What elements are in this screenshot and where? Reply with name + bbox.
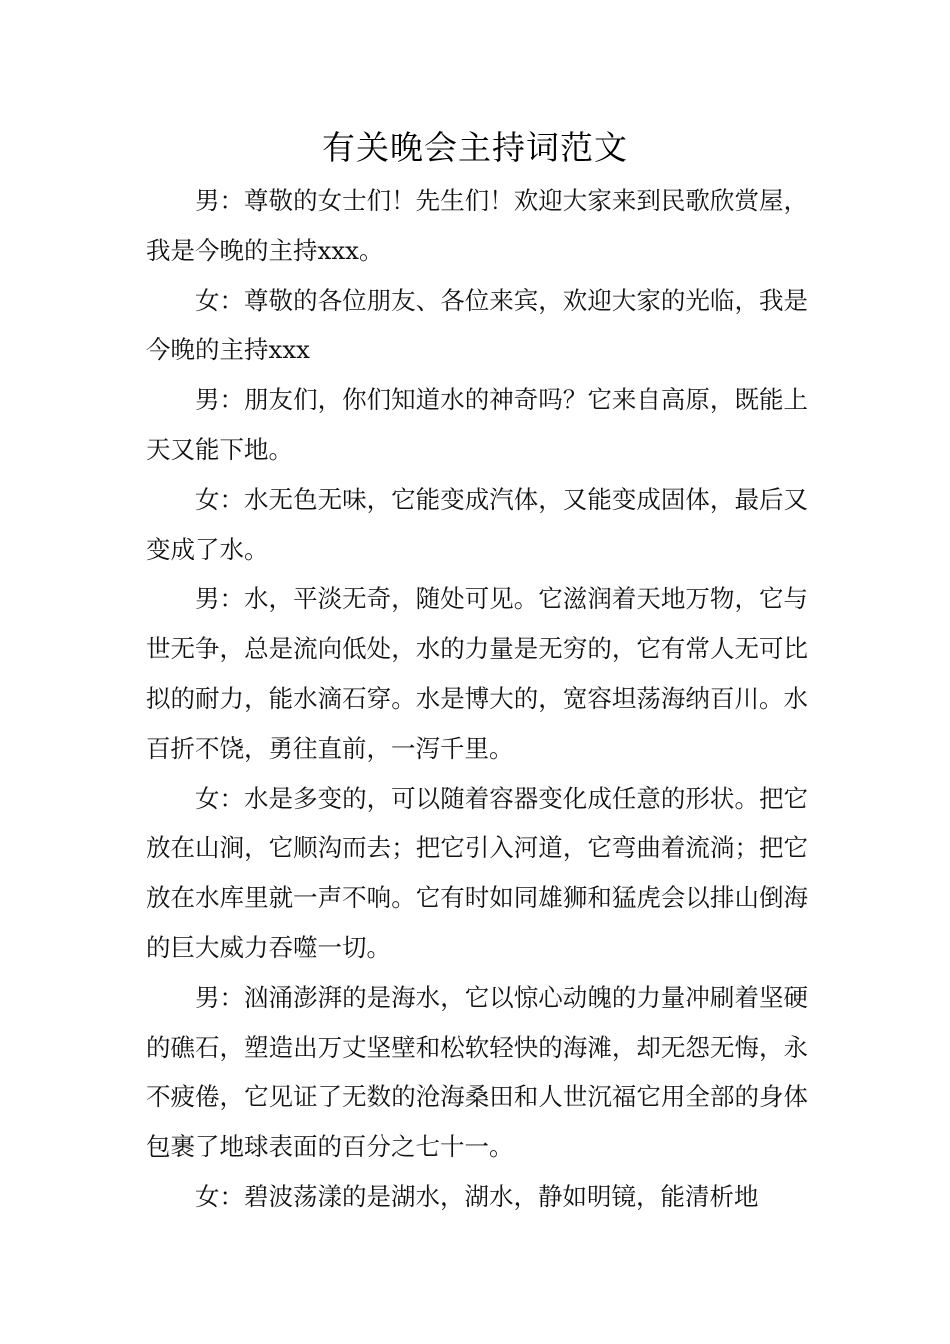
paragraph: 女：尊敬的各位朋友、各位来宾，欢迎大家的光临，我是今晚的主持xxx bbox=[146, 285, 808, 365]
document-title: 有关晚会主持词范文 bbox=[322, 128, 628, 167]
paragraph: 女：水无色无味，它能变成汽体，又能变成固体，最后又变成了水。 bbox=[146, 484, 808, 564]
paragraph: 男：朋友们，你们知道水的神奇吗？它来自高原，既能上天又能下地。 bbox=[146, 385, 808, 464]
paragraph: 女：碧波荡漾的是湖水，湖水，静如明镜，能清析地 bbox=[195, 1181, 759, 1211]
paragraph: 男：汹涌澎湃的是海水，它以惊心动魄的力量冲刷着坚硬的礁石，塑造出万丈坚壁和松软轻快的海滩，却无怨无悔，永不疲倦，它见证了无数的沧海桑田和人世沉福它用全部的身体包裹了地球表面的百分之七十一。 bbox=[146, 982, 808, 1162]
document-body bbox=[146, 176, 808, 1222]
paragraph: 男：水，平淡无奇，随处可见。它滋润着天地万物，它与世无争，总是流向低处，水的力量是无穷的，它有常人无可比拟的耐力，能水滴石穿。水是博大的，宽容坦荡海纳百川。水百折不饶，勇往直前，一泻千里。 bbox=[146, 584, 808, 763]
paragraph: 男：尊敬的女士们！先生们！欢迎大家来到民歌欣赏屋，我是今晚的主持xxx。 bbox=[146, 186, 808, 265]
paragraph: 女：水是多变的，可以随着容器变化成任意的形状。把它放在山涧，它顺沟而去；把它引入河道，它弯曲着流淌；把它放在水库里就一声不响。它有时如同雄狮和猛虎会以排山倒海的巨大威力吞噬一切。 bbox=[146, 783, 808, 962]
